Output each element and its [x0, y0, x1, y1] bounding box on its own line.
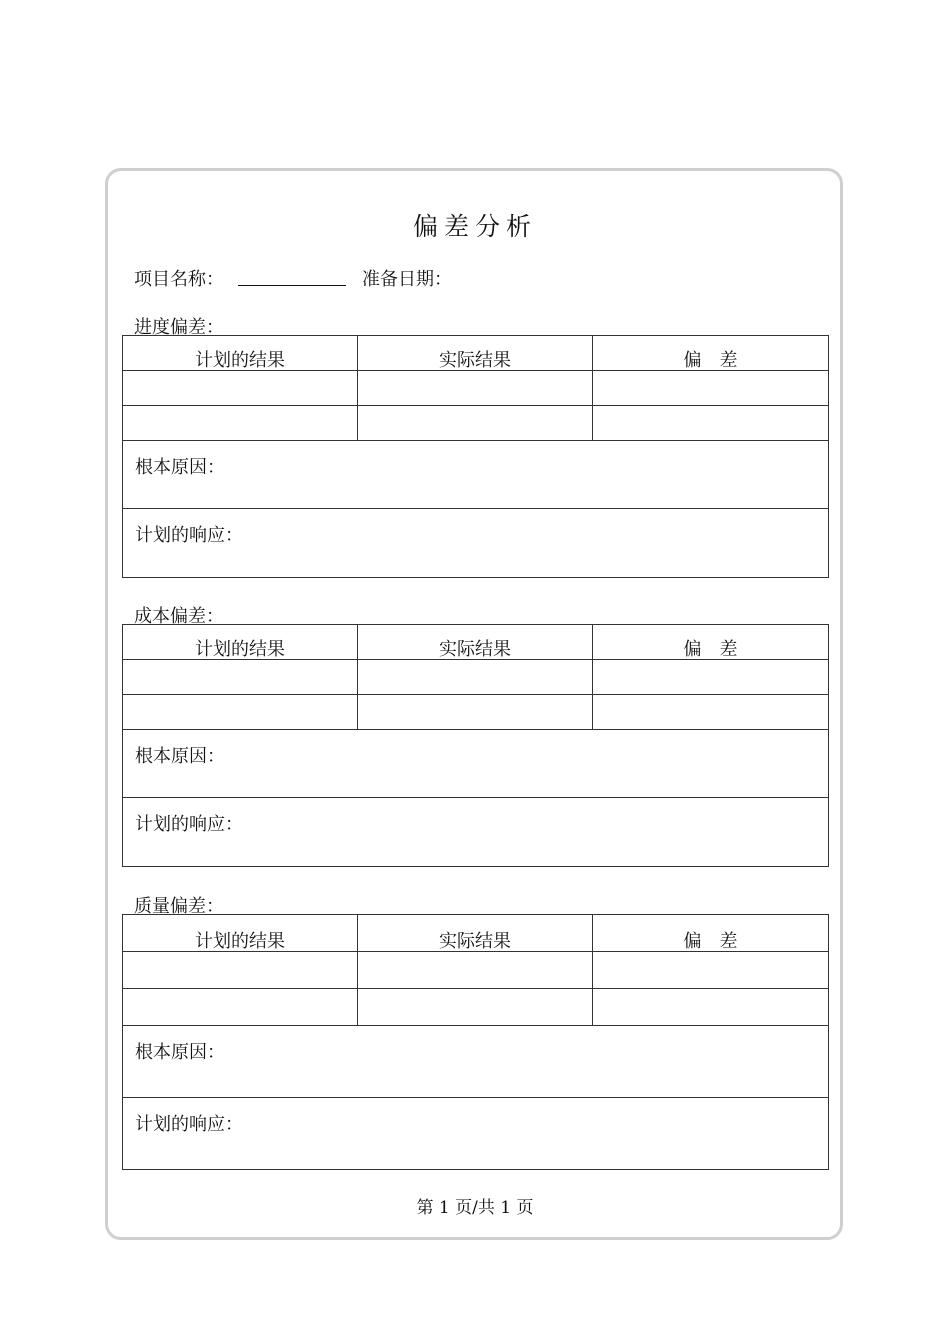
table-row — [123, 660, 829, 695]
planned-response-field[interactable] — [123, 1098, 829, 1170]
planned-result-cell[interactable] — [123, 660, 358, 695]
header-actual-result: 实际结果 — [358, 336, 593, 371]
quality-variance-label: 质量偏差： — [134, 896, 224, 917]
actual-result-cell[interactable] — [358, 989, 593, 1026]
planned-result-cell[interactable] — [123, 695, 358, 730]
planned-result-cell[interactable] — [123, 371, 358, 406]
variance-cell[interactable] — [593, 371, 829, 406]
root-cause-label: 根本原因： — [135, 1042, 225, 1063]
root-cause-label: 根本原因： — [135, 746, 225, 767]
table-row — [123, 406, 829, 441]
header-variance: 偏 差 — [593, 336, 829, 371]
root-cause-field[interactable] — [123, 1026, 829, 1098]
schedule-variance-table — [122, 335, 829, 578]
page-title: 偏差分析 — [412, 212, 537, 241]
header-planned-result: 计划的结果 — [123, 336, 358, 371]
prepare-date-label: 准备日期： — [362, 269, 452, 290]
cost-variance-label: 成本偏差： — [134, 606, 224, 627]
header-actual-result: 实际结果 — [358, 915, 593, 952]
table-row — [123, 371, 829, 406]
table-row — [123, 695, 829, 730]
header-variance: 偏 差 — [593, 915, 829, 952]
root-cause-field[interactable] — [123, 730, 829, 798]
page-footer: 第 1 页/共 1 页 — [416, 1198, 534, 1218]
project-name-field[interactable] — [238, 285, 346, 286]
variance-cell[interactable] — [593, 695, 829, 730]
header-actual-result: 实际结果 — [358, 625, 593, 660]
quality-variance-table — [122, 914, 829, 1170]
planned-response-label: 计划的响应： — [135, 814, 243, 835]
planned-result-cell[interactable] — [123, 989, 358, 1026]
actual-result-cell[interactable] — [358, 371, 593, 406]
actual-result-cell[interactable] — [358, 406, 593, 441]
header-variance: 偏 差 — [593, 625, 829, 660]
root-cause-field[interactable] — [123, 441, 829, 509]
planned-response-label: 计划的响应： — [135, 525, 243, 546]
table-row — [123, 952, 829, 989]
planned-response-label: 计划的响应： — [135, 1114, 243, 1135]
schedule-variance-label: 进度偏差： — [134, 317, 224, 338]
actual-result-cell[interactable] — [358, 952, 593, 989]
variance-cell[interactable] — [593, 406, 829, 441]
planned-response-field[interactable] — [123, 509, 829, 578]
variance-cell[interactable] — [593, 952, 829, 989]
planned-result-cell[interactable] — [123, 952, 358, 989]
header-planned-result: 计划的结果 — [123, 625, 358, 660]
header-planned-result: 计划的结果 — [123, 915, 358, 952]
actual-result-cell[interactable] — [358, 660, 593, 695]
root-cause-label: 根本原因： — [135, 457, 225, 478]
variance-cell[interactable] — [593, 989, 829, 1026]
project-name-label: 项目名称： — [134, 269, 224, 290]
planned-result-cell[interactable] — [123, 406, 358, 441]
actual-result-cell[interactable] — [358, 695, 593, 730]
table-row — [123, 989, 829, 1026]
planned-response-field[interactable] — [123, 798, 829, 867]
cost-variance-table — [122, 624, 829, 867]
variance-cell[interactable] — [593, 660, 829, 695]
